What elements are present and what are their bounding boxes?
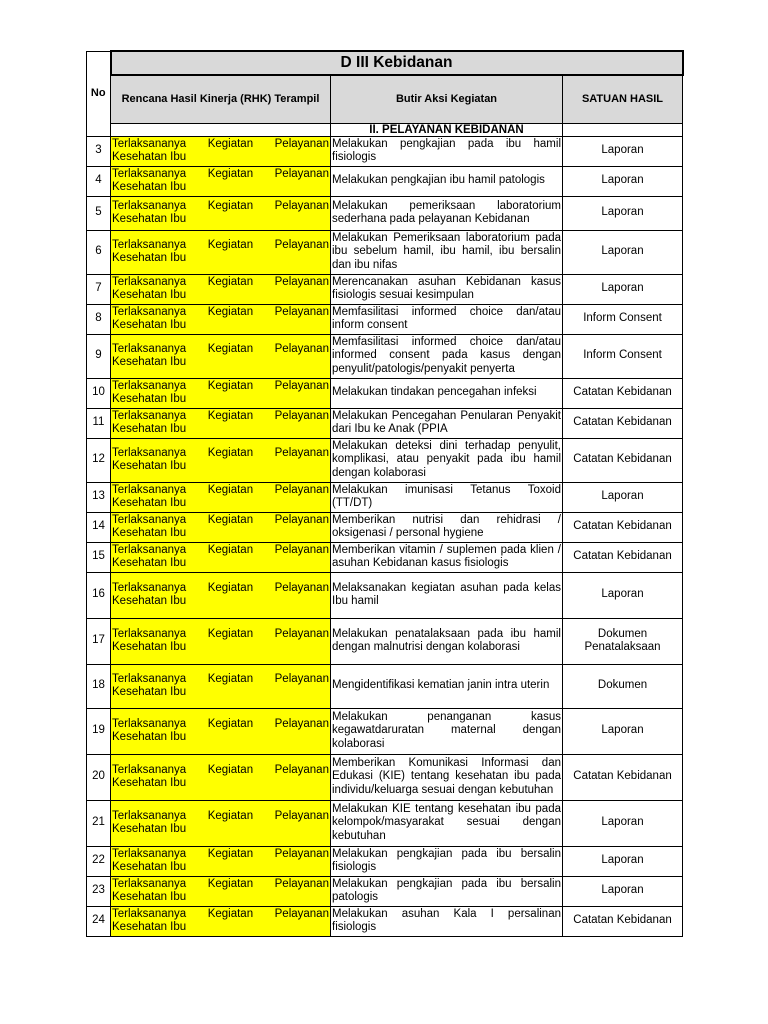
- satuan-cell: Laporan: [563, 136, 683, 166]
- rhk-word: Terlaksananya: [112, 847, 187, 860]
- rhk-word: Pelayanan: [274, 907, 329, 920]
- row-number: 15: [87, 542, 111, 572]
- rhk-word: Kegiatan: [207, 907, 254, 920]
- rhk-word: Pelayanan: [274, 409, 329, 422]
- aksi-cell: Mengidentifikasi kematian janin intra uterin: [331, 664, 563, 708]
- rhk-word: Kegiatan: [207, 342, 254, 355]
- rhk-cell: [111, 408, 331, 438]
- satuan-cell: Laporan: [563, 230, 683, 274]
- row-number: 4: [87, 166, 111, 196]
- aksi-cell: Memberikan nutrisi dan rehidrasi / oksigenasi / personal hygiene: [331, 512, 563, 542]
- aksi-cell: Merencanakan asuhan Kebidanan kasus fisiologis sesuai kesimpulan: [331, 274, 563, 304]
- satuan-cell: Inform Consent: [563, 304, 683, 334]
- rhk-word: Pelayanan: [274, 342, 329, 355]
- row-number: 5: [87, 196, 111, 230]
- satuan-cell: Catatan Kebidanan: [563, 542, 683, 572]
- rhk-cell: [111, 754, 331, 800]
- rhk-word: Pelayanan: [274, 809, 329, 822]
- rhk-word: Kegiatan: [207, 581, 254, 594]
- aksi-cell: Memfasilitasi informed choice dan/atau inform consent: [331, 304, 563, 334]
- rhk-line2: Kesehatan Ibu: [112, 686, 187, 698]
- satuan-cell: Laporan: [563, 876, 683, 906]
- satuan-cell: Catatan Kebidanan: [563, 512, 683, 542]
- rhk-word: Kegiatan: [207, 379, 254, 392]
- rhk-line2: Kesehatan Ibu: [112, 319, 187, 331]
- table-row: [87, 512, 683, 542]
- rhk-word: Pelayanan: [274, 275, 329, 288]
- aksi-cell: Melakukan pemeriksaan laboratorium sederhana pada pelayanan Kebidanan: [331, 196, 563, 230]
- rhk-cell: [111, 304, 331, 334]
- rhk-word: Terlaksananya: [112, 907, 187, 920]
- rhk-cell: [111, 664, 331, 708]
- aksi-cell: Melakukan pengkajian pada ibu bersalin fisiologis: [331, 846, 563, 876]
- rhk-word: Terlaksananya: [112, 238, 187, 251]
- table-row: [87, 906, 683, 936]
- rhk-word: Terlaksananya: [112, 581, 187, 594]
- aksi-cell: Memberikan vitamin / suplemen pada klien / asuhan Kebidanan kasus fisiologis: [331, 542, 563, 572]
- rhk-word: Kegiatan: [207, 627, 254, 640]
- row-number: 19: [87, 708, 111, 754]
- rhk-word: Pelayanan: [274, 483, 329, 496]
- rhk-cell: [111, 136, 331, 166]
- rhk-word: Pelayanan: [274, 305, 329, 318]
- row-number: 6: [87, 230, 111, 274]
- table-row: [87, 572, 683, 618]
- table-row: [87, 618, 683, 664]
- satuan-cell: Laporan: [563, 166, 683, 196]
- table-row: [87, 304, 683, 334]
- rhk-cell: [111, 166, 331, 196]
- aksi-cell: Melaksanakan kegiatan asuhan pada kelas Ibu hamil: [331, 572, 563, 618]
- row-number: 13: [87, 482, 111, 512]
- rhk-word: Kegiatan: [207, 717, 254, 730]
- table-row: [87, 166, 683, 196]
- rhk-line2: Kesehatan Ibu: [112, 460, 187, 472]
- rhk-cell: [111, 378, 331, 408]
- rhk-word: Terlaksananya: [112, 409, 187, 422]
- rhk-word: Pelayanan: [274, 137, 329, 150]
- rhk-word: Pelayanan: [274, 167, 329, 180]
- rhk-word: Kegiatan: [207, 513, 254, 526]
- rhk-word: Pelayanan: [274, 581, 329, 594]
- row-number: 3: [87, 136, 111, 166]
- satuan-cell: Laporan: [563, 572, 683, 618]
- rhk-line2: Kesehatan Ibu: [112, 891, 187, 903]
- rhk-word: Terlaksananya: [112, 627, 187, 640]
- rhk-word: Terlaksananya: [112, 379, 187, 392]
- row-number: 7: [87, 274, 111, 304]
- rhk-word: Terlaksananya: [112, 672, 187, 685]
- rhk-cell: [111, 482, 331, 512]
- satuan-cell: Laporan: [563, 274, 683, 304]
- row-number: 11: [87, 408, 111, 438]
- rhk-line2: Kesehatan Ibu: [112, 921, 187, 933]
- row-number: 23: [87, 876, 111, 906]
- row-number: 14: [87, 512, 111, 542]
- rhk-word: Terlaksananya: [112, 199, 187, 212]
- table-row: [87, 136, 683, 166]
- row-number: 9: [87, 334, 111, 378]
- rhk-line2: Kesehatan Ibu: [112, 252, 187, 264]
- rhk-line2: Kesehatan Ibu: [112, 356, 187, 368]
- aksi-cell: Melakukan deteksi dini terhadap penyulit, komplikasi, atau penyakit pada ibu hamil dengan kolaborasi: [331, 438, 563, 482]
- rhk-word: Pelayanan: [274, 199, 329, 212]
- rhk-word: Pelayanan: [274, 763, 329, 776]
- rhk-cell: [111, 708, 331, 754]
- aksi-cell: Melakukan KIE tentang kesehatan ibu pada kelompok/masyarakat sesuai dengan kebutuhan: [331, 800, 563, 846]
- rhk-line2: Kesehatan Ibu: [112, 777, 187, 789]
- rhk-line2: Kesehatan Ibu: [112, 641, 187, 653]
- satuan-cell: Dokumen: [563, 664, 683, 708]
- satuan-cell: Catatan Kebidanan: [563, 378, 683, 408]
- table-row: [87, 274, 683, 304]
- row-number: 16: [87, 572, 111, 618]
- rhk-word: Pelayanan: [274, 446, 329, 459]
- document-title: D III Kebidanan: [111, 51, 683, 75]
- table-row: [87, 196, 683, 230]
- aksi-cell: Memberikan Komunikasi Informasi dan Edukasi (KIE) tentang kesehatan ibu pada individu/keluarga sesuai dengan kebutuhan: [331, 754, 563, 800]
- section-blank-cell: [111, 123, 331, 136]
- row-number: 18: [87, 664, 111, 708]
- rhk-word: Terlaksananya: [112, 305, 187, 318]
- table-row: [87, 334, 683, 378]
- satuan-column-header: SATUAN HASIL: [563, 75, 683, 123]
- aksi-cell: Melakukan Pencegahan Penularan Penyakit dari Ibu ke Anak (PPIA: [331, 408, 563, 438]
- aksi-column-header: Butir Aksi Kegiatan: [331, 75, 563, 123]
- rhk-cell: [111, 230, 331, 274]
- satuan-cell: Laporan: [563, 800, 683, 846]
- table-row: [87, 754, 683, 800]
- satuan-cell: Laporan: [563, 846, 683, 876]
- satuan-cell: Inform Consent: [563, 334, 683, 378]
- rhk-word: Terlaksananya: [112, 167, 187, 180]
- rhk-cell: [111, 846, 331, 876]
- rhk-line2: Kesehatan Ibu: [112, 393, 187, 405]
- table-row: [87, 408, 683, 438]
- rhk-cell: [111, 876, 331, 906]
- rhk-word: Pelayanan: [274, 877, 329, 890]
- rhk-word: Terlaksananya: [112, 717, 187, 730]
- rhk-line2: Kesehatan Ibu: [112, 861, 187, 873]
- table-row: [87, 438, 683, 482]
- row-number: 12: [87, 438, 111, 482]
- document-table-container: [86, 50, 682, 937]
- satuan-cell: Laporan: [563, 196, 683, 230]
- aksi-cell: Melakukan imunisasi Tetanus Toxoid (TT/DT): [331, 482, 563, 512]
- aksi-cell: Melakukan penanganan kasus kegawatdaruratan maternal dengan kolaborasi: [331, 708, 563, 754]
- aksi-cell: Melakukan pengkajian pada ibu bersalin patologis: [331, 876, 563, 906]
- satuan-cell: Catatan Kebidanan: [563, 408, 683, 438]
- rhk-word: Terlaksananya: [112, 809, 187, 822]
- table-row: [87, 800, 683, 846]
- rhk-word: Pelayanan: [274, 238, 329, 251]
- rhk-word: Terlaksananya: [112, 137, 187, 150]
- rhk-word: Pelayanan: [274, 543, 329, 556]
- rhk-word: Terlaksananya: [112, 513, 187, 526]
- rhk-line2: Kesehatan Ibu: [112, 497, 187, 509]
- rhk-cell: [111, 906, 331, 936]
- rhk-word: Kegiatan: [207, 672, 254, 685]
- rhk-word: Kegiatan: [207, 409, 254, 422]
- row-number: 22: [87, 846, 111, 876]
- rhk-line2: Kesehatan Ibu: [112, 731, 187, 743]
- aksi-cell: Melakukan pengkajian pada ibu hamil fisiologis: [331, 136, 563, 166]
- aksi-cell: Melakukan tindakan pencegahan infeksi: [331, 378, 563, 408]
- rhk-word: Pelayanan: [274, 627, 329, 640]
- rhk-word: Terlaksananya: [112, 483, 187, 496]
- satuan-cell: Catatan Kebidanan: [563, 754, 683, 800]
- satuan-cell: Catatan Kebidanan: [563, 906, 683, 936]
- rhk-line2: Kesehatan Ibu: [112, 289, 187, 301]
- rhk-word: Pelayanan: [274, 379, 329, 392]
- rhk-word: Kegiatan: [207, 446, 254, 459]
- rhk-word: Kegiatan: [207, 275, 254, 288]
- satuan-cell: Catatan Kebidanan: [563, 438, 683, 482]
- table-row: [87, 664, 683, 708]
- row-number: 20: [87, 754, 111, 800]
- rhk-word: Terlaksananya: [112, 763, 187, 776]
- rhk-cell: [111, 438, 331, 482]
- rhk-cell: [111, 542, 331, 572]
- aksi-cell: Melakukan asuhan Kala I persalinan fisiologis: [331, 906, 563, 936]
- rhk-word: Kegiatan: [207, 137, 254, 150]
- satuan-cell: Dokumen Penatalaksaan: [563, 618, 683, 664]
- rhk-word: Kegiatan: [207, 483, 254, 496]
- rhk-word: Terlaksananya: [112, 446, 187, 459]
- rhk-word: Pelayanan: [274, 717, 329, 730]
- section-blank-cell: [563, 123, 683, 136]
- rhk-line2: Kesehatan Ibu: [112, 151, 187, 163]
- aksi-cell: Melakukan Pemeriksaan laboratorium pada ibu sebelum hamil, ibu hamil, ibu bersalin dan ibu nifas: [331, 230, 563, 274]
- rhk-word: Pelayanan: [274, 513, 329, 526]
- rhk-word: Terlaksananya: [112, 275, 187, 288]
- row-number: 24: [87, 906, 111, 936]
- rhk-word: Terlaksananya: [112, 877, 187, 890]
- rhk-table: [86, 50, 684, 937]
- rhk-word: Kegiatan: [207, 305, 254, 318]
- rhk-word: Pelayanan: [274, 672, 329, 685]
- rhk-cell: [111, 196, 331, 230]
- row-number: 21: [87, 800, 111, 846]
- table-row: [87, 708, 683, 754]
- rhk-word: Kegiatan: [207, 847, 254, 860]
- table-row: [87, 846, 683, 876]
- rhk-cell: [111, 274, 331, 304]
- table-row: [87, 230, 683, 274]
- aksi-cell: Memfasilitasi informed choice dan/atau informed consent pada kasus dengan penyulit/patologis/penyakit penyerta: [331, 334, 563, 378]
- rhk-cell: [111, 800, 331, 846]
- rhk-word: Kegiatan: [207, 238, 254, 251]
- rhk-cell: [111, 618, 331, 664]
- satuan-cell: Laporan: [563, 482, 683, 512]
- rhk-cell: [111, 512, 331, 542]
- rhk-line2: Kesehatan Ibu: [112, 181, 187, 193]
- rhk-word: Kegiatan: [207, 167, 254, 180]
- table-row: [87, 378, 683, 408]
- rhk-word: Pelayanan: [274, 847, 329, 860]
- rhk-line2: Kesehatan Ibu: [112, 823, 187, 835]
- table-row: [87, 876, 683, 906]
- rhk-line2: Kesehatan Ibu: [112, 213, 187, 225]
- rhk-word: Kegiatan: [207, 543, 254, 556]
- rhk-word: Terlaksananya: [112, 543, 187, 556]
- aksi-cell: Melakukan penatalaksaan pada ibu hamil dengan malnutrisi dengan kolaborasi: [331, 618, 563, 664]
- rhk-cell: [111, 572, 331, 618]
- satuan-cell: Laporan: [563, 708, 683, 754]
- table-row: [87, 482, 683, 512]
- rhk-word: Kegiatan: [207, 763, 254, 776]
- rhk-word: Kegiatan: [207, 809, 254, 822]
- rhk-line2: Kesehatan Ibu: [112, 423, 187, 435]
- row-number: 17: [87, 618, 111, 664]
- section-heading: II. PELAYANAN KEBIDANAN: [331, 123, 563, 136]
- rhk-line2: Kesehatan Ibu: [112, 595, 187, 607]
- no-column-header: No: [87, 51, 111, 136]
- rhk-line2: Kesehatan Ibu: [112, 557, 187, 569]
- rhk-cell: [111, 334, 331, 378]
- table-row: [87, 542, 683, 572]
- rhk-line2: Kesehatan Ibu: [112, 527, 187, 539]
- row-number: 8: [87, 304, 111, 334]
- rhk-column-header: Rencana Hasil Kinerja (RHK) Terampil: [111, 75, 331, 123]
- rhk-word: Kegiatan: [207, 199, 254, 212]
- rhk-word: Terlaksananya: [112, 342, 187, 355]
- row-number: 10: [87, 378, 111, 408]
- aksi-cell: Melakukan pengkajian ibu hamil patologis: [331, 166, 563, 196]
- rhk-word: Kegiatan: [207, 877, 254, 890]
